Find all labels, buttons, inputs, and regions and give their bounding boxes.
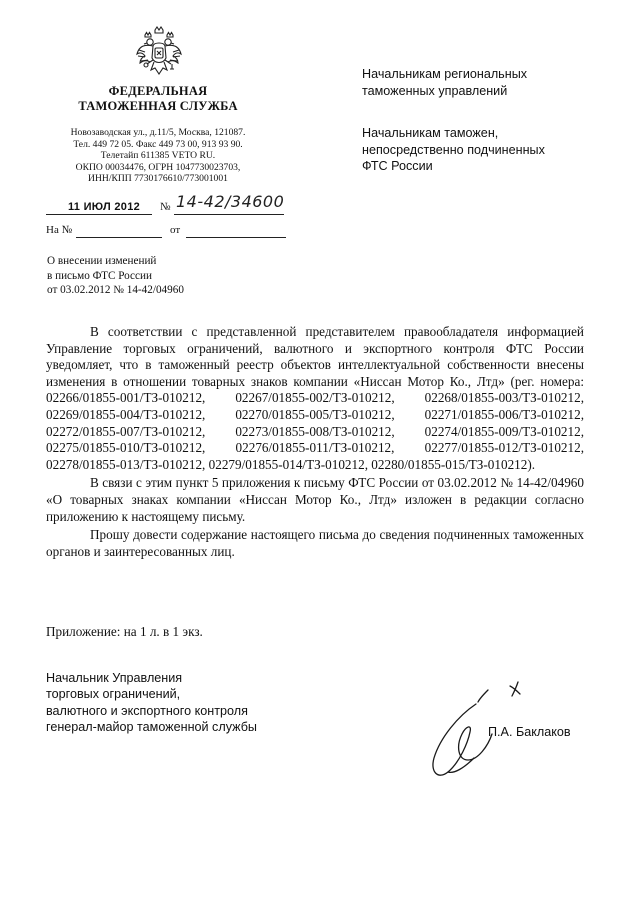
address-line: Новозаводская ул., д.11/5, Москва, 121087. [70, 127, 246, 138]
addressee-line: непосредственно подчиненных [362, 142, 545, 157]
reference-row [46, 224, 286, 242]
letter-body [46, 324, 584, 560]
body-paragraph: В соответствии с представленной представителем правообладателя информацией Управление торговых ограничений, валютного и экспортного контроля ФТС России уведомляет, что в таможенный реестр объектов интеллектуальной собственности внесены изменения в отношении товарных знаков компании «Ниссан Мотор Ко., Лтд» (рег. номера: 02266/01855-001/ТЗ-010212, 02267/01855-002/ТЗ-010212, 02268/01855-003/ТЗ-010212, 02269/01855-004/ТЗ-010212, 02270/01855-005/ТЗ-010212, 02271/01855-006/ТЗ-010212, 02272/01855-007/ТЗ-010212, 02273/01855-008/ТЗ-010212, 02274/01855-009/ТЗ-010212, 02275/01855-010/ТЗ-010212, 02276/01855-011/ТЗ-010212, 02277/01855-012/ТЗ-010212, 02278/01855-013/ТЗ-010212, 02279/01855-014/ТЗ-010212, 02280/01855-015/ТЗ-010212). [46, 324, 584, 472]
subject-line: в письмо ФТС России [47, 269, 152, 282]
address-line: ОКПО 00034476, ОГРН 1047730023703, [75, 161, 241, 173]
addressee-customs [362, 125, 602, 175]
date-underline [46, 214, 152, 215]
addressee-line: Начальникам региональных [362, 67, 528, 81]
organization-name [68, 84, 248, 114]
ref-from-underline [186, 237, 286, 238]
number-underline [174, 214, 284, 215]
address-line: Телетайп 611385 VETO RU. [100, 150, 216, 162]
org-line-1: ФЕДЕРАЛЬНАЯ [108, 84, 208, 98]
number-sign: № [160, 201, 171, 213]
ref-number-label: На № [46, 224, 73, 236]
body-paragraph: Прошу довести содержание настоящего письма до сведения подчиненных таможенных органов и заинтересованных лиц. [46, 527, 584, 559]
addressee-line: ФТС России [362, 159, 433, 174]
registration-row [46, 192, 286, 218]
address-line: Тел. 449 72 05. Факс 449 73 00, 913 93 90. [73, 138, 243, 150]
signer-title [46, 670, 346, 736]
signer-title-line: Начальник Управления [46, 671, 183, 685]
address-line: ИНН/КПП 7730176610/773001001 [88, 173, 228, 185]
letter-subject [47, 254, 267, 298]
subject-line: от 03.02.2012 № 14-42/04960 [47, 284, 184, 297]
org-line-2: ТАМОЖЕННАЯ СЛУЖБА [78, 99, 238, 113]
addressee-regional [362, 66, 602, 99]
addressee-line: таможенных управлений [362, 83, 508, 98]
emblem-icon [135, 26, 183, 78]
outgoing-number: 14-42/34600 [176, 192, 285, 211]
organization-address [58, 127, 258, 185]
body-paragraph: В связи с этим пункт 5 приложения к письму ФТС России от 03.02.2012 № 14-42/04960 «О товарных знаках компании «Ниссан Мотор Ко., Лтд» изложен в редакции согласно приложению к настоящему письму. [46, 475, 584, 524]
ref-number-underline [76, 237, 162, 238]
attachment-note: Приложение: на 1 л. в 1 экз. [46, 624, 203, 639]
registration-date: 11 ИЮЛ 2012 [68, 201, 141, 213]
signer-name: П.А. Баклаков [488, 725, 571, 739]
signer-title-line: генерал-майор таможенной службы [46, 720, 257, 735]
subject-line: О внесении изменений [47, 255, 157, 267]
signer-title-line: валютного и экспортного контроля [46, 703, 248, 718]
ref-from-label: от [170, 224, 181, 236]
signer-title-line: торговых ограничений, [46, 687, 181, 702]
addressee-line: Начальникам таможен, [362, 126, 499, 140]
